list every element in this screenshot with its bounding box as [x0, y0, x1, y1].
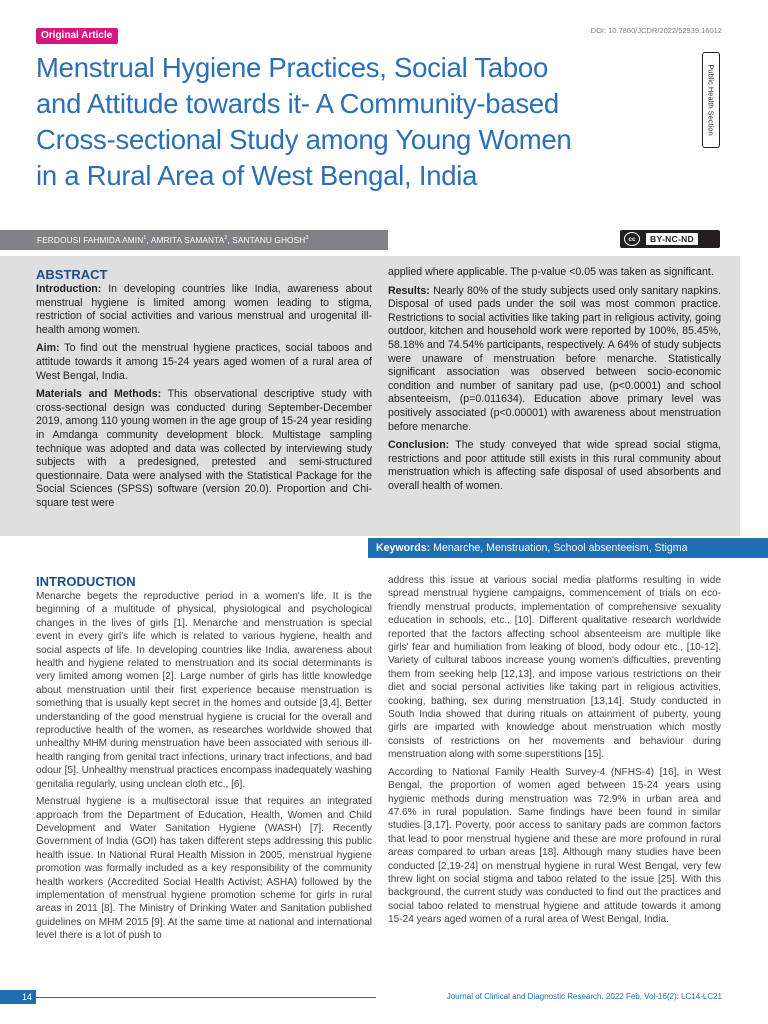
doi-text[interactable]: DOI: 10.7860/JCDR/2022/52939.16012: [590, 26, 722, 35]
abstract-heading: ABSTRACT: [36, 267, 108, 282]
abstract-label: Conclusion:: [388, 439, 450, 452]
body-paragraph: address this issue at various social media platforms resulting in wide spread menstrual hygiene campaigns, commencement of trials on eco-friendly menstrual products, implementation of comprehensive sexuality education in schools, etc., [10]. Different qualitative research worldwide reported that the factors affecting school absenteeism are multiple like girls' fear and humiliation from leaking of blood, body odour etc., [10-12]. Variety of cultural taboos increase young women's difficulties, preventing them from seeking help [12,13], and impose various restrictions on their diet and social personal activities like taking part in religious activities, cooking, bathing, sex during menstruation [13,14]. Study conducted in South India showed that during rituals on attainment of puberty, young girls are imparted with knowledge about menstruation which mostly consists of restrictions on her movements and behaviour during menstruation along with some superstitions [15].: [388, 575, 721, 761]
introduction-heading: INTRODUCTION: [36, 574, 136, 589]
abstract-methods-continued: applied where applicable. The p-value <0.05 was taken as significant.: [388, 266, 714, 278]
title-line: Cross-sectional Study among Young Women: [36, 124, 572, 155]
keywords-text: Menarche, Menstruation, School absenteeism, Stigma: [433, 542, 688, 554]
body-paragraph: Menstrual hygiene is a multisectoral issue that requires an integrated approach from the Department of Education, Health, Women and Child Development and Water Sanitation Hygiene (WASH) [7]. Recently Government of India (GOI) has taken different steps addressing this public health issue. In National Rural Health Mission in 2005, menstrual hygiene promotion was formally included as a key responsibility of the community health workers (Accredited Social Health Activist; ASHA) followed by the implementation of menstrual hygiene promotion scheme for girls in rural areas in 2011 [8]. The Ministry of Drinking Water and Sanitation published guidelines on MHM 2015 [9]. At the same time at national and international level there is a lot of push to: [36, 796, 372, 942]
author-affiliation: 2: [224, 235, 228, 242]
abstract-text: The study conveyed that wide spread social stigma, restrictions and poor attitude still exists in this rural community about menstruation which is affecting safe disposal of used absorbents and overall health of women.: [388, 439, 721, 492]
author-name: SANTANU GHOSH: [232, 235, 306, 245]
abstract-conclusion: [388, 439, 721, 493]
article-title: [36, 50, 666, 194]
section-tab: [702, 52, 720, 148]
page-number: 14: [0, 990, 36, 1004]
abstract-label: Results:: [388, 284, 430, 297]
abstract-text: This observational descriptive study with cross-sectional design was conducted during September-December 2019, among 110 young women in the age group of 15-24 year residing in Amdanga community development block. Multistage sampling technique was adopted and data was collected by interviewing study subjects with a predesigned, pretested and semi-structured questionnaire. Data were analysed with the Statistical Package for the Social Sciences (SPSS) software (version 20.0). Proportion and Chi-square test were: [36, 388, 372, 509]
abstract-results: [388, 285, 721, 435]
footer-rule: [36, 997, 376, 998]
title-line: in a Rural Area of West Bengal, India: [36, 160, 478, 191]
author-affiliation: 3: [305, 235, 309, 242]
abstract-text: To find out the menstrual hygiene practices, social taboos and attitude towards it among 15-24 years aged women of a rural area of West Bengal, India.: [36, 342, 372, 382]
abstract-right-column: [388, 266, 721, 499]
body-left-column: [36, 574, 372, 947]
abstract-text: In developing countries like India, awareness about menstrual hygiene is limited among women leading to stigma, restriction of social activities and various menstrual and urogenital ill-health among women.: [36, 283, 372, 336]
section-label: Public Health Section: [706, 64, 716, 136]
abstract-text: Nearly 80% of the study subjects used only sanitary napkins. Disposal of used pads under the soil was most common practice. Restrictions to social activities like taking part in religious activity, going outdoor, kitchen and household work were reported by 100%, 85.45%, 58.18% and 74.54% participants, respectively. A 64% of study subjects were unaware of menstruation before menarche. Statistically significant association was observed between socio-economic condition and number of sanitary pad use, (p<0.0001) and school absenteeism, (p=0.011634). Education above primary level was positively associated (p<0.00001) with awareness about menstruation before menarche.: [388, 284, 721, 433]
author-name: FERDOUSI FAHMIDA AMIN: [37, 235, 144, 245]
author-affiliation: 1: [143, 235, 147, 242]
abstract-introduction: [36, 283, 372, 337]
license-text: BY-NC-ND: [646, 233, 698, 245]
abstract-label: Introduction:: [36, 283, 102, 295]
body-paragraph: Menarche begets the reproductive period in a women's life. It is the beginning of a multitude of physical, physiological and psychological changes in the lives of girls [1]. Menarche and menstruation is special event in every girl's life which is related to various hygiene, health and social aspects of life. In developing countries like India, awareness about health and hygiene related to menstruation and its social determinants is very limited among women [2]. Large number of girls has little knowledge about menstruation until their first experience because menstruation is something that is usually kept secret in the homes and outside [3,4]. Better understanding of the good menstrual hygiene is crucial for the overall and reproductive health of the women, as researches worldwide showed that unhealthy MHM during menstruation have been associated with serious ill-health ranging from genital tract infections, urinary tract infections, and bad odour [5]. Unhealthy menstrual practices encompass inadequately washing genitalia regularly, using unclean cloth etc., [6].: [36, 591, 372, 790]
body-paragraph: According to National Family Health Survey-4 (NFHS-4) [16], in West Bengal, the proportion of women aged between 15-24 years using hygienic methods during menstruation was 72.9% in urban area and 47.6% in rural population. Same findings have been found in similar studies [3,17]. Poverty, poor access to sanitary pads are common factors that lead to poor menstrual hygiene and these are more profound in rural areas compared to urban areas [18]. Although many studies have been conducted [2,19-24] on menstrual hygiene in rural West Bengal, very few threw light on social stigma and taboo related to the issue [25]. With this background, the current study was conducted to find out the practices and social taboo related to menstrual hygiene and attitude towards it among 15-24 years aged women of a rural area of West Bengal, India.: [388, 766, 721, 926]
abstract-methods: [36, 388, 372, 510]
creative-commons-icon: cc: [624, 232, 640, 246]
keywords-band: [368, 538, 768, 558]
author-name: AMRITA SAMANTA: [150, 235, 225, 245]
title-line: Menstrual Hygiene Practices, Social Taboo: [36, 52, 549, 83]
license-badge[interactable]: [620, 230, 720, 248]
abstract-aim: [36, 342, 372, 383]
title-line: and Attitude towards it- A Community-based: [36, 88, 559, 119]
journal-citation: Journal of Clinical and Diagnostic Research. 2022 Feb, Vol-16(2): LC14-LC21: [446, 992, 722, 1001]
body-right-column: [388, 574, 721, 931]
abstract-label: Materials and Methods:: [36, 388, 162, 401]
abstract-label: Aim:: [36, 342, 60, 355]
article-type-badge: Original Article: [36, 28, 118, 44]
abstract-left-column: [36, 266, 372, 516]
author-list: FERDOUSI FAHMIDA AMIN$^1$, AMRITA SAMANTA$^2$, SANTANU GHOSH$^3$: [0, 230, 388, 250]
keywords-label: Keywords:: [376, 542, 431, 554]
